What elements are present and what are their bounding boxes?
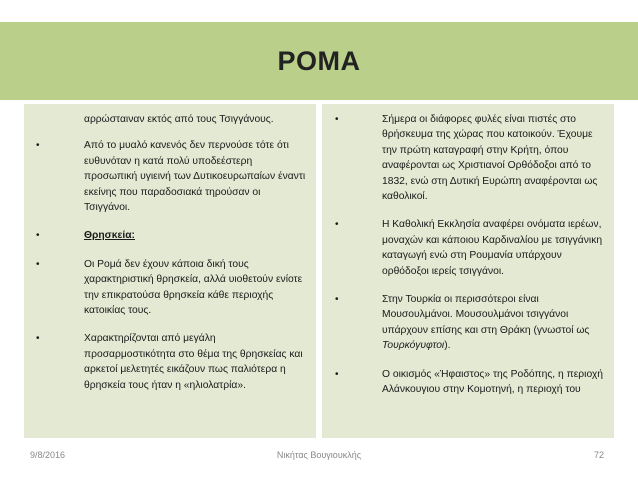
right-bullet-2 xyxy=(332,217,606,279)
left-bullet-4 xyxy=(34,331,308,393)
bullet-icon: • xyxy=(335,368,339,380)
bullet-icon: • xyxy=(36,258,40,270)
right-bullet-3-italic: Τουρκόγυφτοι xyxy=(382,340,445,352)
slide-title: ΡΟΜΑ xyxy=(277,45,361,76)
left-bullet-3 xyxy=(34,257,308,319)
right-bullet-3-text: Στην Τουρκία οι περισσότεροι είναι Μουσουλμάνοι. Μουσουλμάνοι τσιγγάνοι υπάρχουν επίσης και στη Θράκη (γνωστοί ως xyxy=(382,294,590,336)
bullet-icon: • xyxy=(36,230,40,242)
left-bullet-3-text: Οι Ρομά δεν έχουν κάποια δική τους χαρακτηριστική θρησκεία, αλλά υιοθετούν ενίοτε την επικρατούσα θρησκεία κάθε περιοχής κατοικίας τους. xyxy=(84,258,303,317)
left-column xyxy=(24,104,316,438)
right-bullet-4-text: Ο οικισμός «Ήφαιστος» της Ροδόπης, η περιοχή Αλάνκουγιου στην Κομοτηνή, η περιοχή του xyxy=(382,368,604,396)
right-bullet-3-end: ). xyxy=(444,340,451,352)
left-continuation-text: αρρώσταιναν εκτός από τους Τσιγγάνους. xyxy=(84,114,274,125)
bullet-icon: • xyxy=(36,333,40,345)
right-bullet-2-text: Η Καθολική Εκκλησία αναφέρει ονόματα ιερέων, μοναχών και κάποιου Καρδιναλίου με τσιγγάνικη καταγωγή ενώ στη Ρουμανία υπάρχουν ορθόδοξοι ιερείς τσιγγάνοι. xyxy=(382,219,603,277)
right-bullet-3 xyxy=(332,292,606,354)
left-bullet-1 xyxy=(34,138,308,215)
right-bullet-1 xyxy=(332,112,606,204)
left-bullet-2 xyxy=(34,228,308,243)
right-bullet-1-text: Σήμερα οι διάφορες φυλές είναι πιστές στο θρήσκευμα της χώρας που κατοικούν. Έχουμε την πρώτη καταγραφή στην Κρήτη, όπου αναφέρονται ως Χριστιανοί Ορθόδοξοι από το 1832, ενώ στη Δυτική Ευρώπη αναφέρονται ως καθολικοί. xyxy=(382,114,598,203)
left-bullet-1-text: Από το μυαλό κανενός δεν περνούσε τότε ότι ευθυνόταν η κατά πολύ υποδεέστερη προσωπική υγιεινή των Δυτικοευρωπαίων έναντι εκείνης που παραδοσιακά τηρούσαν οι Τσιγγάνοι. xyxy=(84,140,306,214)
bullet-icon: • xyxy=(335,114,339,125)
right-column xyxy=(322,104,614,438)
footer-date: 9/8/2016 xyxy=(30,450,66,460)
right-bullet-4 xyxy=(332,367,606,398)
bullet-icon: • xyxy=(335,219,339,231)
bullet-icon: • xyxy=(36,140,40,152)
religion-heading: Θρησκεία: xyxy=(84,230,135,242)
bullet-icon: • xyxy=(335,294,339,306)
title-band xyxy=(0,22,638,100)
footer-author: Νικήτας Βουγιουκλής xyxy=(276,450,362,460)
left-bullet-4-text: Χαρακτηρίζονται από μεγάλη προσαρμοστικότητα στο θέμα της θρησκείας και αρκετοί μελετητές εικάζουν πως παλιότερα η θρησκεία τους ήταν η «ηλιολατρία». xyxy=(84,333,303,391)
footer-page-number: 72 xyxy=(593,450,604,460)
